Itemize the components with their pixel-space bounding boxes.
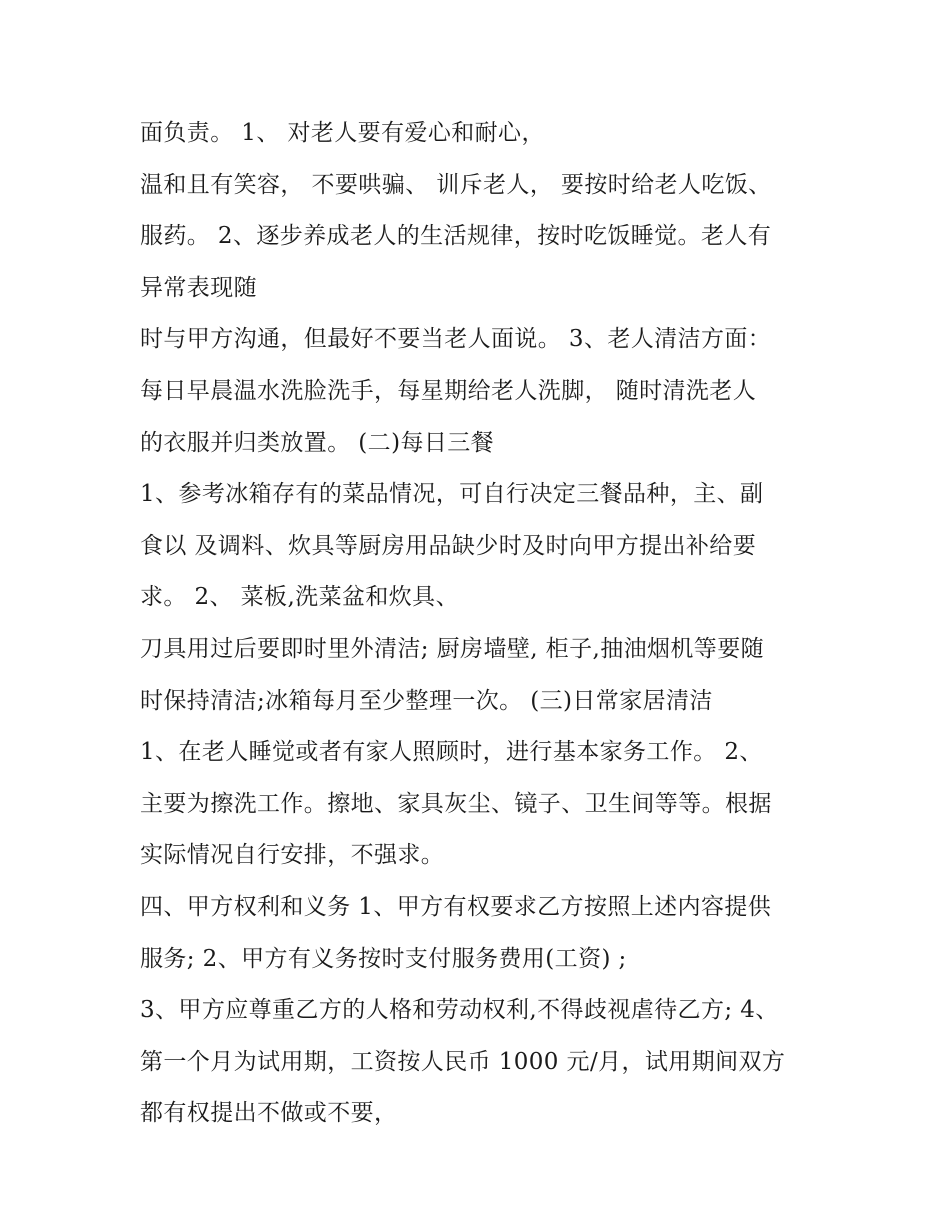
- text-line: 时保持清洁;冰箱每月至少整理一次。 (三)日常家居清洁: [140, 687, 713, 714]
- text-line: 温和且有笑容， 不要哄骗、 训斥老人， 要按时给老人吃饭、: [140, 171, 772, 198]
- text-line: 时与甲方沟通，但最好不要当老人面说。 3、老人清洁方面：: [140, 326, 772, 353]
- text-line: 实际情况自行安排，不强求。: [140, 842, 445, 869]
- text-line: 求。 2、 菜板,洗菜盆和炊具、: [140, 584, 459, 611]
- text-line: 第一个月为试用期，工资按人民币 1000 元/月，试用期间双方: [140, 1048, 786, 1075]
- text-line: 服药。 2、逐步养成老人的生活规律，按时吃饭睡觉。老人有: [140, 223, 772, 250]
- text-line: 刀具用过后要即时里外清洁; 厨房墙壁, 柜子,抽油烟机等要随: [140, 635, 764, 662]
- text-line: 面负责。 1、 对老人要有爱心和耐心，: [140, 120, 545, 146]
- text-line: 异常表现随: [140, 274, 257, 301]
- text-line: 3、甲方应尊重乙方的人格和劳动权利,不得歧视虐待乙方; 4、: [140, 997, 779, 1024]
- text-line: 1、在老人睡觉或者有家人照顾时，进行基本家务工作。 2、: [140, 739, 763, 766]
- text-line: 1、参考冰箱存有的菜品情况，可自行决定三餐品种，主、副: [140, 481, 764, 508]
- text-line: 食以 及调料、炊具等厨房用品缺少时及时向甲方提出补给要: [140, 532, 757, 559]
- text-line: 四、甲方权利和义务 1、甲方有权要求乙方按照上述内容提供: [140, 893, 772, 920]
- text-line: 每日早晨温水洗脸洗手，每星期给老人洗脚， 随时清洗老人: [140, 377, 757, 404]
- document-body: [140, 108, 830, 1140]
- text-line: 服务; 2、甲方有义务按时支付服务费用(工资) ;: [140, 945, 627, 972]
- text-line: 的衣服并归类放置。 (二)每日三餐: [140, 429, 495, 456]
- text-line: 主要为擦洗工作。擦地、家具灰尘、镜子、卫生间等等。根据: [140, 790, 772, 817]
- text-line: 都有权提出不做或不要，: [140, 1100, 398, 1127]
